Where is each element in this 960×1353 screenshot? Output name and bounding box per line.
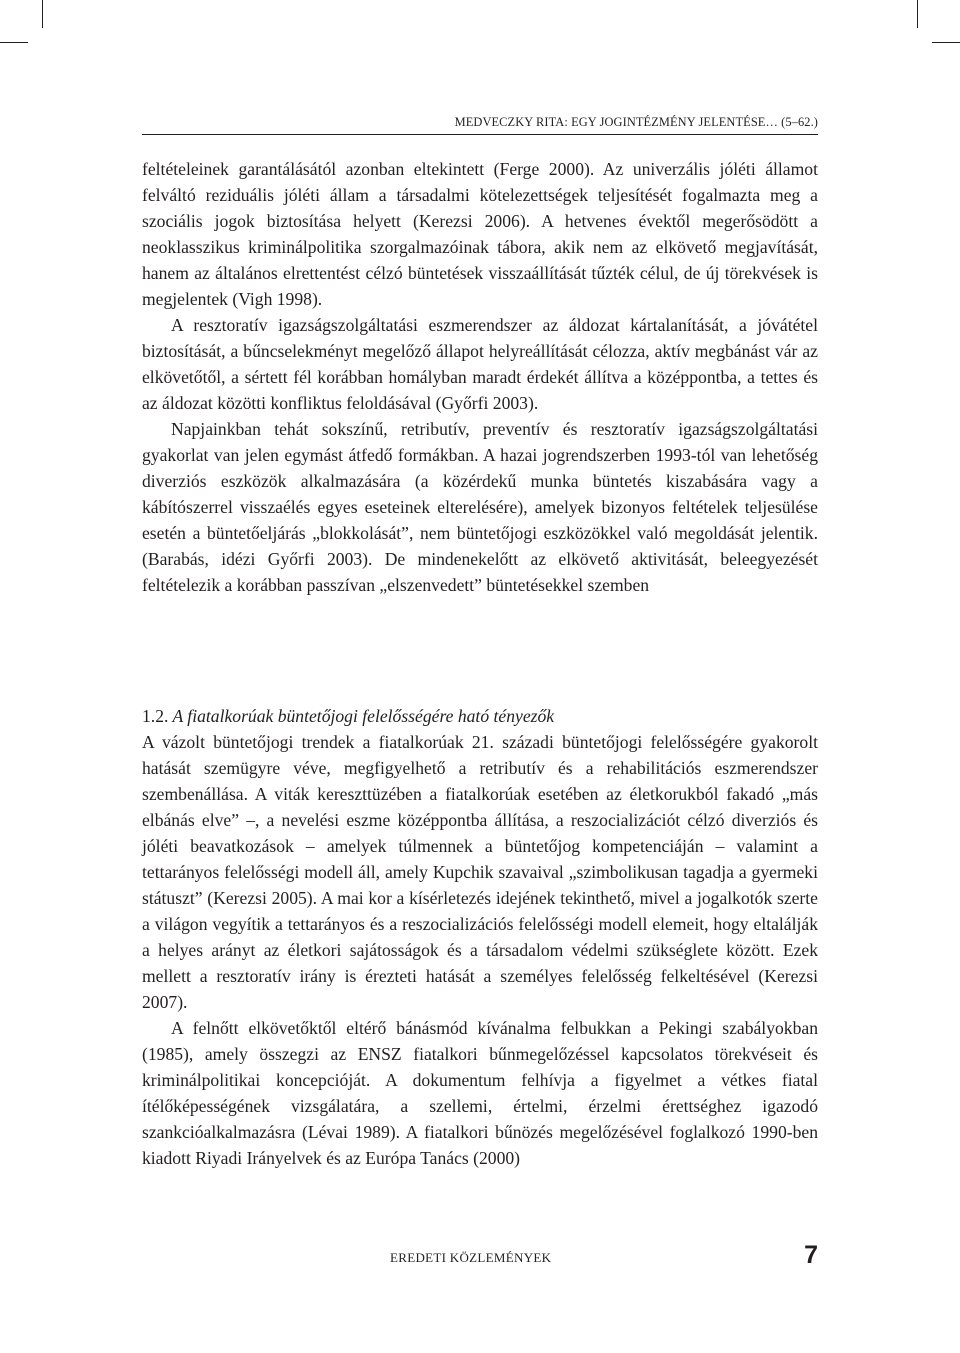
- crop-mark-top-left-horizontal: [0, 42, 28, 43]
- body-text-before-section: [142, 156, 818, 598]
- section-heading: [142, 703, 818, 729]
- header-rule: [142, 134, 818, 135]
- paragraph: feltételeinek garantálásától azonban eltekintett (Ferge 2000). Az univerzális jóléti államot felváltó reziduális jóléti állam a társadalmi kötelezettségek teljesítését fogalmazta meg a szociális jogok biztosítása helyett (Kerezsi 2006). A hetvenes évektől megerősödött a neoklasszikus kriminálpolitika szorgalmazóinak tábora, akik nem az elkövető megjavítását, hanem az általános elrettentést célzó büntetések visszaállítását tűzték célul, de új törekvések is megjelentek (Vigh 1998).: [142, 159, 818, 309]
- body-text-after-section: [142, 729, 818, 1171]
- section-number: 1.2.: [142, 706, 169, 726]
- running-head: MEDVECZKY RITA: EGY JOGINTÉZMÉNY JELENTÉSE… (5–62.): [454, 115, 818, 129]
- page-number: 7: [804, 1241, 818, 1269]
- paragraph: A felnőtt elkövetőktől eltérő bánásmód kívánalma felbukkan a Pekingi szabályokban (1985), amely összegzi az ENSZ fiatalkori bűnmegelőzéssel kapcsolatos törekvéseit és kriminálpolitikai koncepcióját. A dokumentum felhívja a figyelmet a vétkes fiatal ítélőképességének vizsgálatára, a szellemi, értelmi, érzelmi érettséghez igazodó szankcióalkalmazásra (Lévai 1989). A fiatalkori bűnözés megelőzésével foglalkozó 1990-ben kiadott Riyadi Irányelvek és az Európa Tanács (2000): [142, 1018, 818, 1168]
- section-title: A fiatalkorúak büntetőjogi felelősségére ható tényezők: [172, 706, 555, 726]
- footer-section-label: EREDETI KÖZLEMÉNYEK: [390, 1250, 552, 1265]
- paragraph: A vázolt büntetőjogi trendek a fiatalkorúak 21. századi büntetőjogi felelősségére gyakorolt hatását szemügyre véve, megfigyelhető a retributív és a rehabilitációs eszmerendszer szembenállása. A viták kereszttüzében a fiatalkorúak esetében az életkorukból fakadó „más elbánás elve” –, a nevelési eszme középpontba állítása, a reszocializációt célzó diverziós és jóléti beavatkozások – amelyek túlmennek a büntetőjog kompetenciáján – valamint a tettarányos felelősségi modell áll, amely Kupchik szavaival „szimbolikusan tagadja a gyermeki státuszt” (Kerezsi 2005). A mai kor a kísérletezés idejének tekinthető, mivel a jogalkotók szerte a világon vegyítik a tettarányos és a reszocializációs felelősségi modell elemeit, hogy eltalálják a helyes arányt az életkori sajátosságok és a társadalom védelmi szükséglete között. Ezek mellett a resztoratív irány is érezteti hatását a személyes felelősség felkeltésével (Kerezsi 2007).: [142, 732, 818, 1012]
- crop-mark-top-right-vertical: [917, 0, 918, 28]
- crop-mark-top-left-vertical: [42, 0, 43, 28]
- paragraph: Napjainkban tehát sokszínű, retributív, preventív és resztoratív igazságszolgáltatási gyakorlat van jelen egymást átfedő formákban. A hazai jogrendszerben 1993-tól van lehetőség diverziós eszközök alkalmazására (a közérdekű munka büntetés kiszabására vagy a kábítószerrel visszaélés egyes eseteinek elterelésére), amelyek bizonyos feltételek teljesülése esetén a büntetőeljárás „blokkolását”, nem büntetőjogi eszközökkel való megoldását jelentik. (Barabás, idézi Győrfi 2003). De mindenekelőtt az elkövető aktivitását, beleegyezését feltételezik a korábban passzívan „elszenvedett” büntetésekkel szemben: [142, 419, 818, 595]
- paragraph: A resztoratív igazságszolgáltatási eszmerendszer az áldozat kártalanítását, a jóvátétel biztosítását, a bűncselekményt megelőző állapot helyreállítását célozza, aktív megbánást vár az elkövetőtől, a sértett fél korábban homályban maradt érdekét állítva a középpontba, a tettes és az áldozat közötti konfliktus feloldásával (Győrfi 2003).: [142, 315, 818, 413]
- crop-mark-top-right-horizontal: [932, 42, 960, 43]
